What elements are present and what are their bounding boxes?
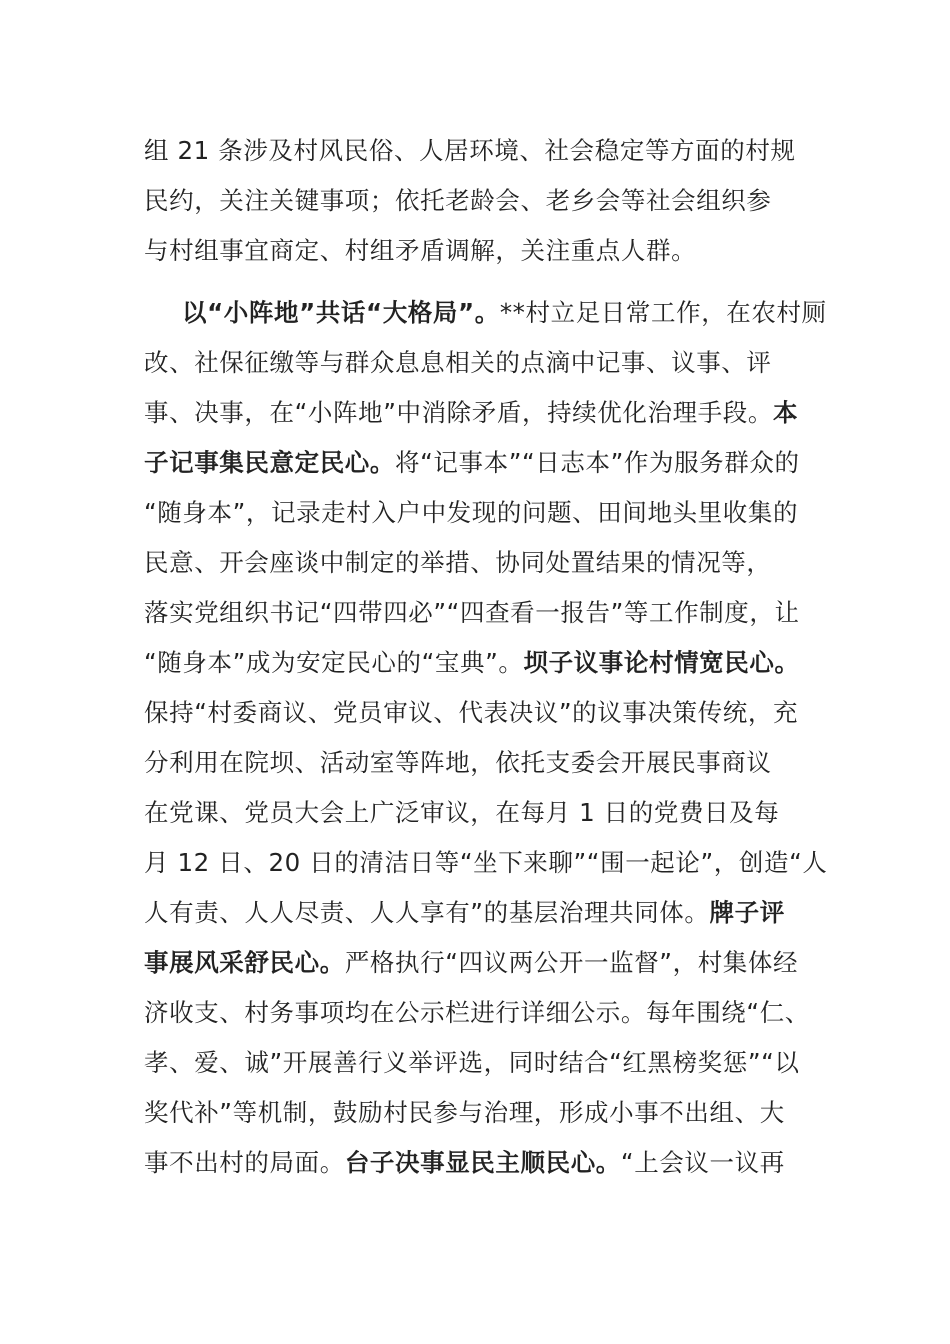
text-line: [144, 696, 798, 730]
text-run: 孝、爱、诚”开展善行义举评选，同时结合“红黑榜奖惩”“以: [144, 1048, 800, 1077]
text-run: **村立足日常工作，在农村厕: [499, 298, 827, 327]
bold-run: 子记事集民意定民心。: [144, 448, 395, 477]
bold-run: 坝子议事论村情宽民心。: [523, 648, 800, 677]
text-line: [144, 796, 779, 830]
text-line: [144, 646, 800, 680]
text-line: [144, 996, 810, 1030]
text-line: [144, 184, 772, 218]
text-run: 济收支、村务事项均在公示栏进行详细公示。每年围绕“仁、: [144, 998, 810, 1027]
text-line: [144, 946, 798, 980]
text-run: 民意、开会座谈中制定的举措、协同处置结果的情况等，: [144, 548, 772, 577]
bold-run: 牌子评: [709, 898, 785, 927]
text-line: [144, 896, 785, 930]
text-run: 人有责、人人尽责、人人享有”的基层治理共同体。: [144, 898, 710, 927]
text-line: [144, 346, 772, 380]
text-line: [144, 234, 696, 268]
text-run: 民约，关注关键事项；依托老龄会、老乡会等社会组织参: [144, 186, 772, 215]
section-heading: 以“小阵地”共话“大格局”。: [182, 298, 500, 327]
text-line: [144, 746, 772, 780]
text-run: 事不出村的局面。: [144, 1148, 345, 1177]
text-line: [144, 846, 827, 880]
bold-run: 台子决事显民主顺民心。: [344, 1148, 621, 1177]
text-line: [144, 1096, 785, 1130]
text-line: [144, 396, 798, 430]
text-line: [144, 496, 798, 530]
text-run: 奖代补”等机制，鼓励村民参与治理，形成小事不出组、大: [144, 1098, 785, 1127]
text-run: 将“记事本”“日志本”作为服务群众的: [395, 448, 800, 477]
text-line: [144, 446, 800, 480]
text-line: [144, 134, 796, 168]
text-line: [144, 546, 772, 580]
text-run: “随身本”成为安定民心的“宝典”。: [144, 648, 524, 677]
text-line: [144, 596, 800, 630]
bold-run: 事展风采舒民心。: [144, 948, 345, 977]
bold-run: 本: [772, 398, 799, 427]
text-run: 月 12 日、20 日的清洁日等“坐下来聊”“围一起论”，创造“人: [144, 848, 828, 877]
text-run: 分利用在院坝、活动室等阵地，依托支委会开展民事商议: [144, 748, 772, 777]
text-run: 组 21 条涉及村风民俗、人居环境、社会稳定等方面的村规: [144, 136, 796, 165]
text-run: 事、决事，在“小阵地”中消除矛盾，持续优化治理手段。: [144, 398, 773, 427]
text-run: 改、社保征缴等与群众息息相关的点滴中记事、议事、评: [144, 348, 772, 377]
text-run: 在党课、党员大会上广泛审议，在每月 1 日的党费日及每: [144, 798, 780, 827]
text-run: “上会议一议再: [620, 1148, 785, 1177]
text-line: [144, 1146, 785, 1180]
text-run: 落实党组织书记“四带四必”“四查看一报告”等工作制度，让: [144, 598, 800, 627]
text-run: 保持“村委商议、党员审议、代表决议”的议事决策传统，充: [144, 698, 799, 727]
text-line: [144, 1046, 800, 1080]
text-run: 严格执行“四议两公开一监督”，村集体经: [344, 948, 799, 977]
text-run: “随身本”，记录走村入户中发现的问题、田间地头里收集的: [144, 498, 799, 527]
text-run: 与村组事宜商定、村组矛盾调解，关注重点人群。: [144, 236, 697, 265]
paragraph-first-line: [182, 296, 827, 330]
